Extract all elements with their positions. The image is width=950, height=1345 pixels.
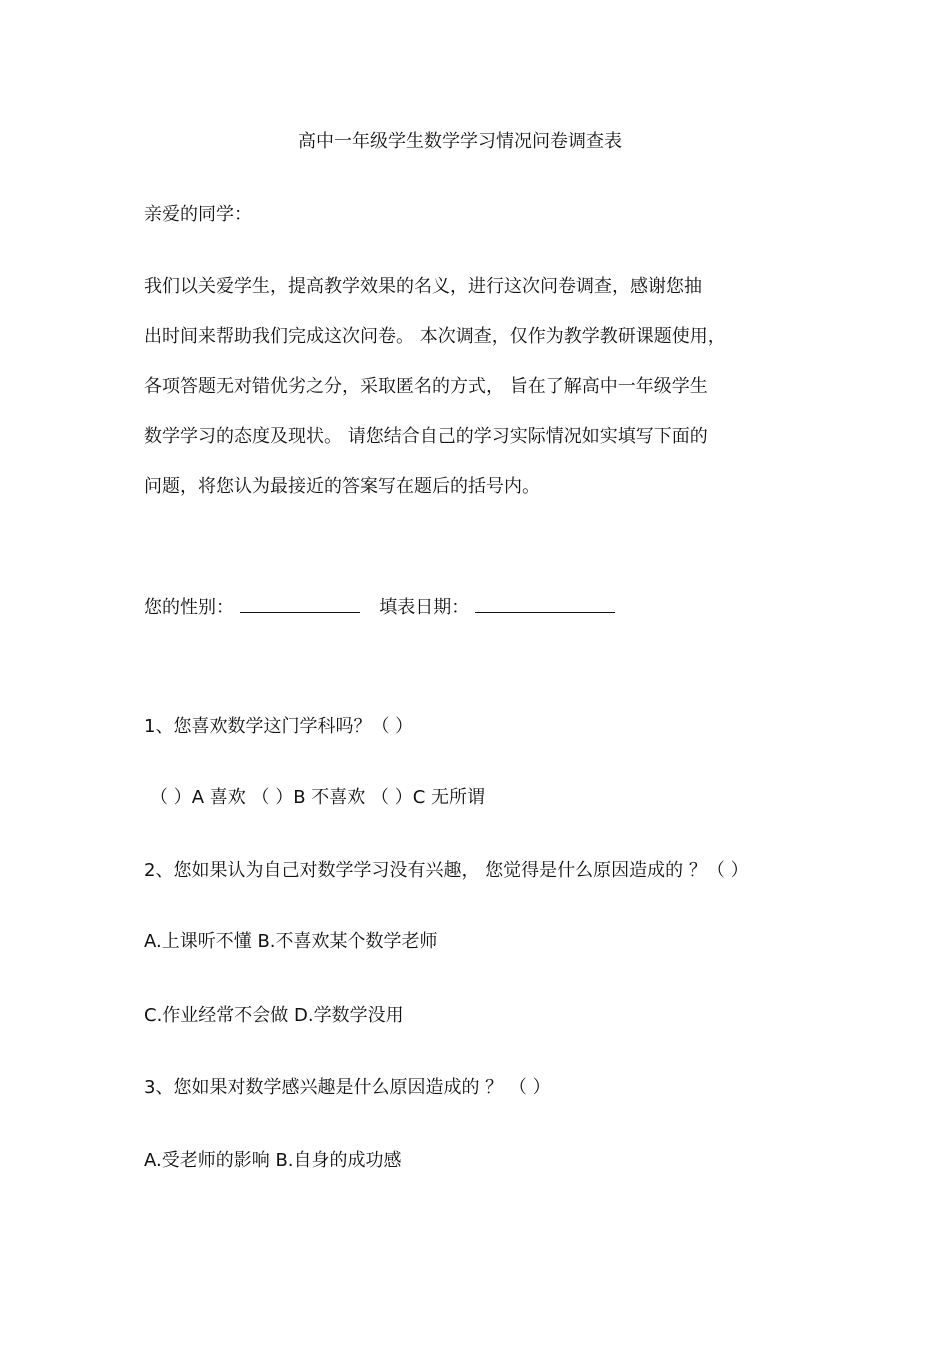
intro-line-5: 问题，将您认为最接近的答案写在题后的括号内。 xyxy=(144,476,540,497)
greeting: 亲爱的同学： xyxy=(144,204,252,225)
intro-line-2: 出时间来帮助我们完成这次问卷。 本次调查，仅作为教学教研课题使用， xyxy=(144,326,726,347)
gender-label: 您的性别： xyxy=(144,597,234,618)
intro-line-4: 数学学习的态度及现状。 请您结合自己的学习实际情况如实填写下面的 xyxy=(144,426,708,447)
question-1: 1、您喜欢数学这门学科吗？（ ） xyxy=(144,716,414,737)
question-3: 3、您如果对数学感兴趣是什么原因造成的 ？ （ ） xyxy=(144,1077,551,1098)
intro-line-1: 我们以关爱学生，提高教学效果的名义，进行这次问卷调查，感谢您抽 xyxy=(144,276,702,297)
question-2-options-2[interactable]: C.作业经常不会做 D.学数学没用 xyxy=(144,1005,404,1026)
info-row xyxy=(144,594,615,620)
date-label: 填表日期： xyxy=(379,597,470,618)
date-input[interactable] xyxy=(475,594,615,613)
page-title: 高中一年级学生数学学习情况问卷调查表 xyxy=(298,131,622,152)
question-2: 2、您如果认为自己对数学学习没有兴趣， 您觉得是什么原因造成的 ？（ ） xyxy=(144,860,749,881)
intro-line-3: 各项答题无对错优劣之分，采取匿名的方式， 旨在了解高中一年级学生 xyxy=(144,376,708,397)
question-3-options[interactable]: A.受老师的影响 B.自身的成功感 xyxy=(144,1150,402,1171)
gender-input[interactable] xyxy=(240,594,360,613)
question-1-options[interactable]: （ ）A 喜欢 （ ）B 不喜欢 （ ）C 无所谓 xyxy=(150,787,486,808)
question-2-options-1[interactable]: A.上课听不懂 B.不喜欢某个数学老师 xyxy=(144,931,438,952)
